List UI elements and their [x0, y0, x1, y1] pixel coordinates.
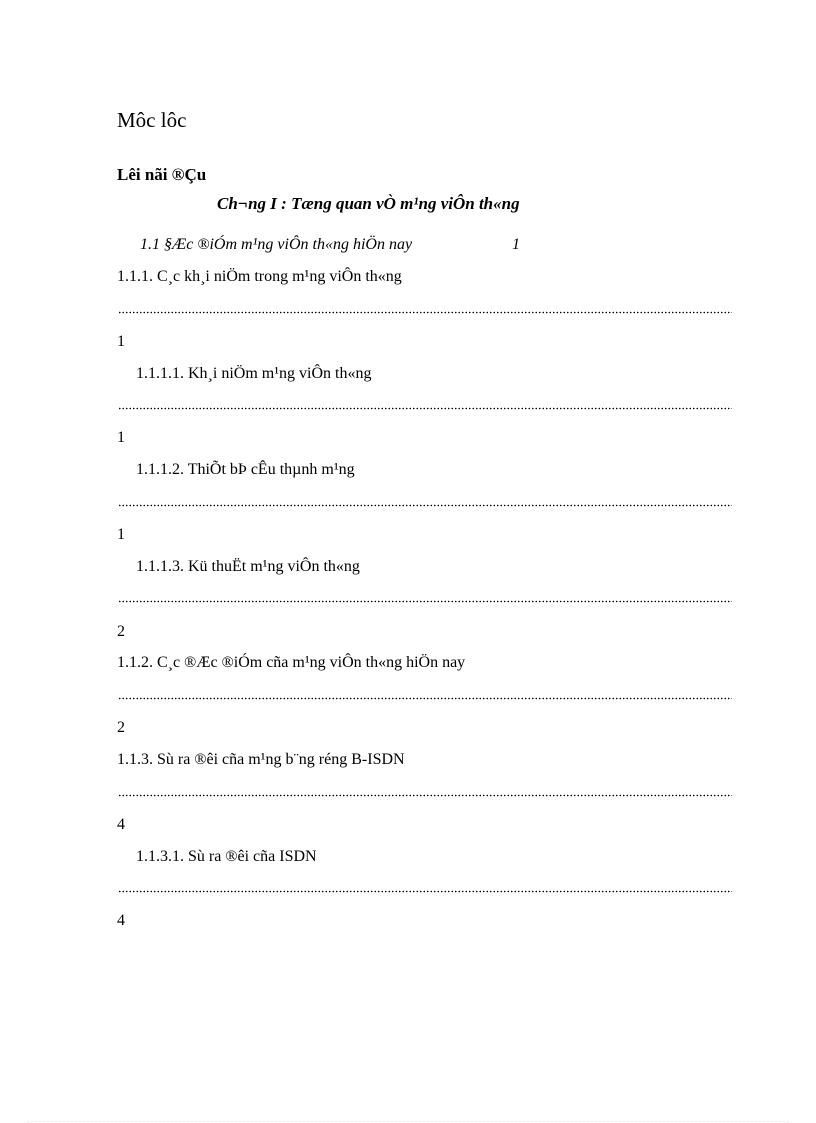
toc-entry-label: 1.1.1.1. Kh¸i niÖm m¹ng viÔn th«ng [136, 365, 372, 382]
toc-entry-page: 2 [117, 623, 125, 640]
toc-entry-page: 1 [117, 526, 125, 543]
toc-entry-page: 4 [117, 912, 125, 929]
toc-entry-label: 1.1.3. Sù ra ®êi cña m¹ng b¨ng réng B-ISDN [117, 751, 405, 768]
toc-section-1-1-label: 1.1 §Æc ®iÓm m¹ng viÔn th«ng hiÖn nay [140, 236, 413, 253]
toc-leader-dots [118, 890, 732, 893]
page-bottom-edge [26, 1121, 790, 1122]
toc-leader-dots [118, 407, 732, 410]
toc-preface: Lêi nãi ®Çu [117, 165, 207, 184]
toc-entry-label: 1.1.1.2. ThiÕt bÞ cÊu thµnh m¹ng [136, 461, 355, 478]
toc-entry-label: 1.1.1. C¸c kh¸i niÖm trong m¹ng viÔn th«ng [117, 268, 402, 285]
toc-leader-dots [118, 697, 732, 700]
toc-chapter-heading: Ch¬ng I : Tæng quan vÒ m¹ng viÔn th«ng [217, 194, 520, 213]
toc-entry-label: 1.1.1.3. Kü thuËt m¹ng viÔn th«ng [136, 558, 360, 575]
toc-leader-dots [118, 311, 732, 314]
toc-title: Môc lôc [117, 108, 187, 132]
toc-leader-dots [118, 794, 732, 797]
toc-entry-page: 1 [117, 333, 125, 350]
toc-leader-dots [118, 504, 732, 507]
toc-leader-dots [118, 600, 732, 603]
toc-entry-page: 4 [117, 816, 125, 833]
toc-entry-page: 2 [117, 719, 125, 736]
toc-entry-page: 1 [117, 429, 125, 446]
toc-entry-label: 1.1.3.1. Sù ra ®êi cña ISDN [136, 848, 317, 865]
toc-section-1-1-page: 1 [512, 236, 520, 253]
toc-entry-label: 1.1.2. C¸c ®Æc ®iÓm cña m¹ng viÔn th«ng hiÖn nay [117, 654, 466, 671]
